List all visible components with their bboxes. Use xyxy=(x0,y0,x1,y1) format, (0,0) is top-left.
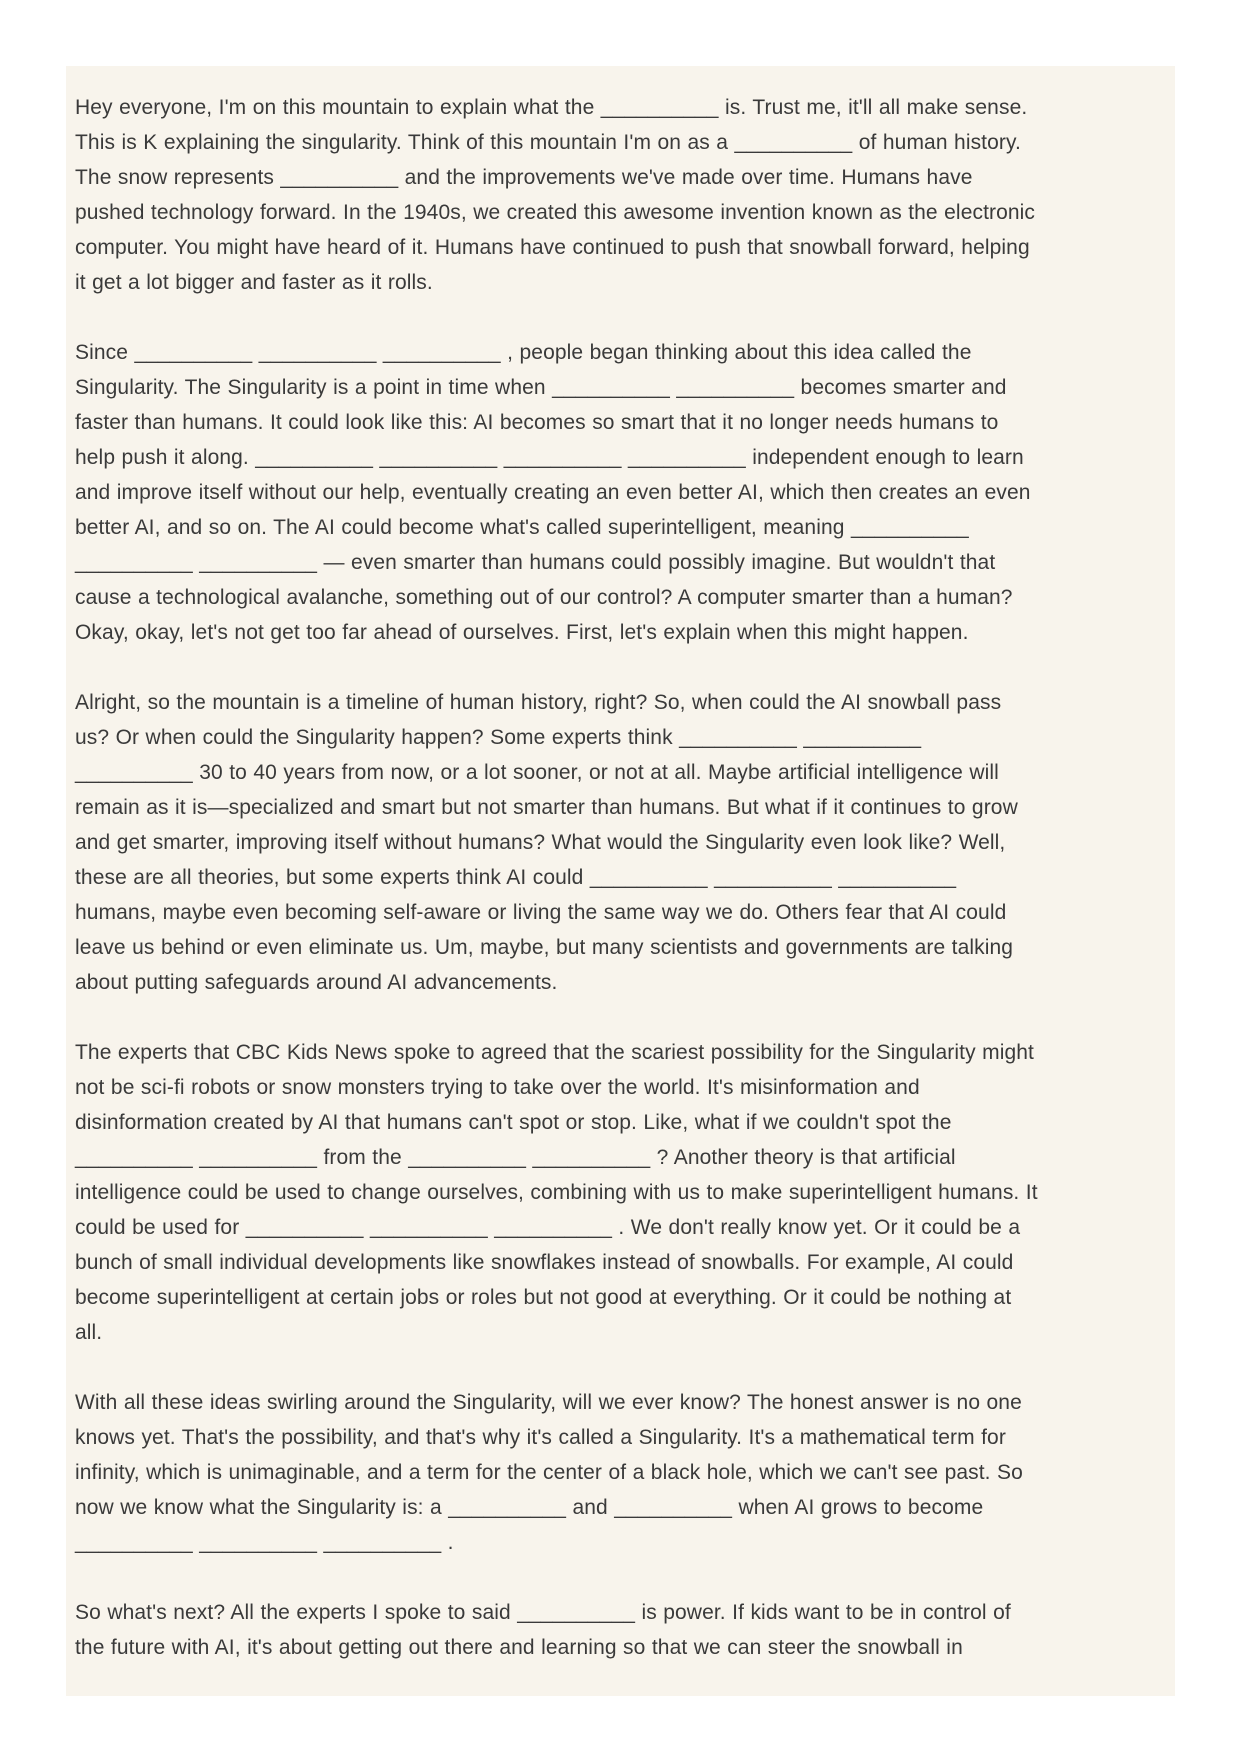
worksheet-paragraph-experts: The experts that CBC Kids News spoke to agreed that the scariest possibility for the Singularity might not be sci-fi robots or snow monsters trying to take over the world. It's misinformation and disinformation created by AI that humans can't spot or stop. Like, what if we couldn't spot the __________ __________ from the __________ __________ ? Another theory is that artificial intelligence could be used to change ourselves, combining with us to make superintelligent humans. It could be used for __________ __________ __________ . We don't really know yet. Or it could be a bunch of small individual developments like snowflakes instead of snowballs. For example, AI could become superintelligent at certain jobs or roles but not good at everything. Or it could be nothing at all. xyxy=(75,1041,1038,1344)
worksheet-paragraph-will-we-know: With all these ideas swirling around the Singularity, will we ever know? The honest answer is no one knows yet. That's the possibility, and that's why it's called a Singularity. It's a mathematical term for infinity, which is unimaginable, and a term for the center of a black hole, which we can't see past. So now we know what the Singularity is: a __________ and __________ when AI grows to become __________ __________ __________ . xyxy=(75,1391,1023,1554)
worksheet-paragraph-singularity-definition: Since __________ __________ __________ , people began thinking about this idea called the Singularity. The Singularity is a point in time when __________ __________ becomes smarter and faster than humans. It could look like this: AI becomes so smart that it no longer needs humans to help push it along. __________ __________ __________ __________ independent enough to learn and improve itself without our help, eventually creating an even better AI, which then creates an even better AI, and so on. The AI could become what's called superintelligent, meaning __________ __________ __________ — even smarter than humans could possibly imagine. But wouldn't that cause a technological avalanche, something out of our control? A computer smarter than a human? Okay, okay, let's not get too far ahead of ourselves. First, let's explain when this might happen. xyxy=(75,341,1031,644)
worksheet-panel xyxy=(66,66,1175,1696)
worksheet-paragraph-intro: Hey everyone, I'm on this mountain to explain what the __________ is. Trust me, it'll all make sense. This is K explaining the singularity. Think of this mountain I'm on as a __________ of human history. The snow represents __________ and the improvements we've made over time. Humans have pushed technology forward. In the 1940s, we created this awesome invention known as the electronic computer. You might have heard of it. Humans have continued to push that snowball forward, helping it get a lot bigger and faster as it rolls. xyxy=(75,96,1036,294)
worksheet-paragraph-whats-next: So what's next? All the experts I spoke to said __________ is power. If kids want to be in control of the future with AI, it's about getting out there and learning so that we can steer the snowball in xyxy=(75,1601,1011,1659)
worksheet-paragraph-timeline: Alright, so the mountain is a timeline of human history, right? So, when could the AI snowball pass us? Or when could the Singularity happen? Some experts think __________ __________ __________ 30 to 40 years from now, or a lot sooner, or not at all. Maybe artificial intelligence will remain as it is—specialized and smart but not smarter than humans. But what if it continues to grow and get smarter, improving itself without humans? What would the Singularity even look like? Well, these are all theories, but some experts think AI could __________ __________ __________ humans, maybe even becoming self-aware or living the same way we do. Others fear that AI could leave us behind or even eliminate us. Um, maybe, but many scientists and governments are talking about putting safeguards around AI advancements. xyxy=(75,691,1018,994)
